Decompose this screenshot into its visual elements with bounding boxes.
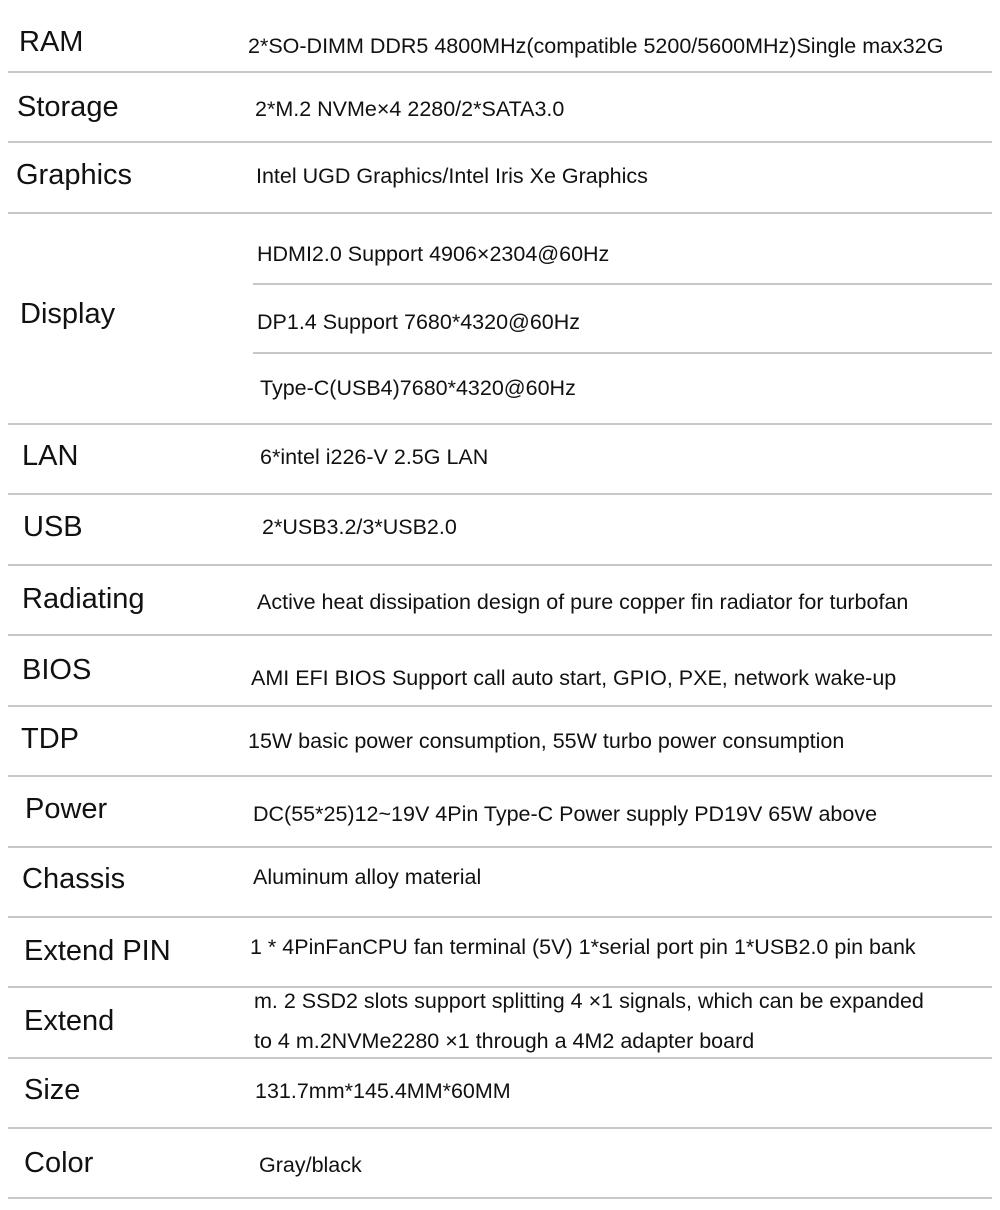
- spec-value-chassis: Aluminum alloy material: [253, 865, 482, 889]
- row-divider: [8, 986, 992, 988]
- row-divider: [8, 1127, 992, 1129]
- row-divider: [8, 423, 992, 425]
- spec-label-tdp: TDP: [21, 723, 79, 755]
- spec-label-graphics: Graphics: [16, 159, 133, 191]
- spec-label-size: Size: [24, 1074, 81, 1106]
- spec-label-radiating: Radiating: [22, 583, 145, 615]
- spec-label-power: Power: [25, 793, 108, 825]
- spec-label-display: Display: [20, 298, 116, 330]
- spec-label-lan: LAN: [22, 440, 79, 472]
- row-divider: [8, 705, 992, 707]
- row-divider: [8, 1197, 992, 1199]
- row-divider: [8, 71, 992, 73]
- spec-value-extend-line2: to 4 m.2NVMe2280 ×1 through a 4M2 adapter board: [254, 1029, 755, 1053]
- spec-value-extend-pin: 1 * 4PinFanCPU fan terminal (5V) 1*serial port pin 1*USB2.0 pin bank: [250, 935, 916, 959]
- spec-value-tdp: 15W basic power consumption, 55W turbo power consumption: [248, 729, 845, 753]
- row-divider: [8, 564, 992, 566]
- spec-value-storage: 2*M.2 NVMe×4 2280/2*SATA3.0: [255, 97, 565, 121]
- spec-value-lan: 6*intel i226-V 2.5G LAN: [260, 445, 489, 469]
- row-divider: [8, 493, 992, 495]
- spec-value-power: DC(55*25)12~19V 4Pin Type-C Power supply PD19V 65W above: [253, 802, 878, 826]
- spec-value-size: 131.7mm*145.4MM*60MM: [255, 1079, 511, 1103]
- spec-value-display-dp: DP1.4 Support 7680*4320@60Hz: [257, 310, 581, 334]
- row-divider: [253, 352, 992, 354]
- spec-value-ram: 2*SO-DIMM DDR5 4800MHz(compatible 5200/5600MHz)Single max32G: [248, 34, 944, 58]
- spec-value-bios: AMI EFI BIOS Support call auto start, GPIO, PXE, network wake-up: [251, 666, 897, 690]
- row-divider: [8, 775, 992, 777]
- spec-label-chassis: Chassis: [22, 863, 126, 895]
- row-divider: [8, 634, 992, 636]
- spec-value-graphics: Intel UGD Graphics/Intel Iris Xe Graphics: [256, 164, 648, 188]
- spec-label-color: Color: [24, 1147, 94, 1179]
- row-divider: [8, 1057, 992, 1059]
- spec-value-extend-line1: m. 2 SSD2 slots support splitting 4 ×1 signals, which can be expanded: [254, 989, 924, 1013]
- spec-value-usb: 2*USB3.2/3*USB2.0: [262, 515, 457, 539]
- spec-label-extend-pin: Extend PIN: [24, 935, 171, 967]
- spec-label-ram: RAM: [19, 26, 84, 58]
- spec-value-display-hdmi: HDMI2.0 Support 4906×2304@60Hz: [257, 242, 610, 266]
- spec-value-color: Gray/black: [259, 1153, 362, 1177]
- spec-label-usb: USB: [23, 511, 83, 543]
- spec-label-bios: BIOS: [22, 654, 92, 686]
- row-divider: [8, 846, 992, 848]
- spec-label-storage: Storage: [17, 91, 119, 123]
- spec-value-display-typec: Type-C(USB4)7680*4320@60Hz: [260, 376, 576, 400]
- row-divider: [8, 141, 992, 143]
- spec-label-extend: Extend: [24, 1005, 115, 1037]
- spec-value-radiating: Active heat dissipation design of pure copper fin radiator for turbofan: [257, 590, 909, 614]
- row-divider: [8, 916, 992, 918]
- row-divider: [253, 283, 992, 285]
- row-divider: [8, 212, 992, 214]
